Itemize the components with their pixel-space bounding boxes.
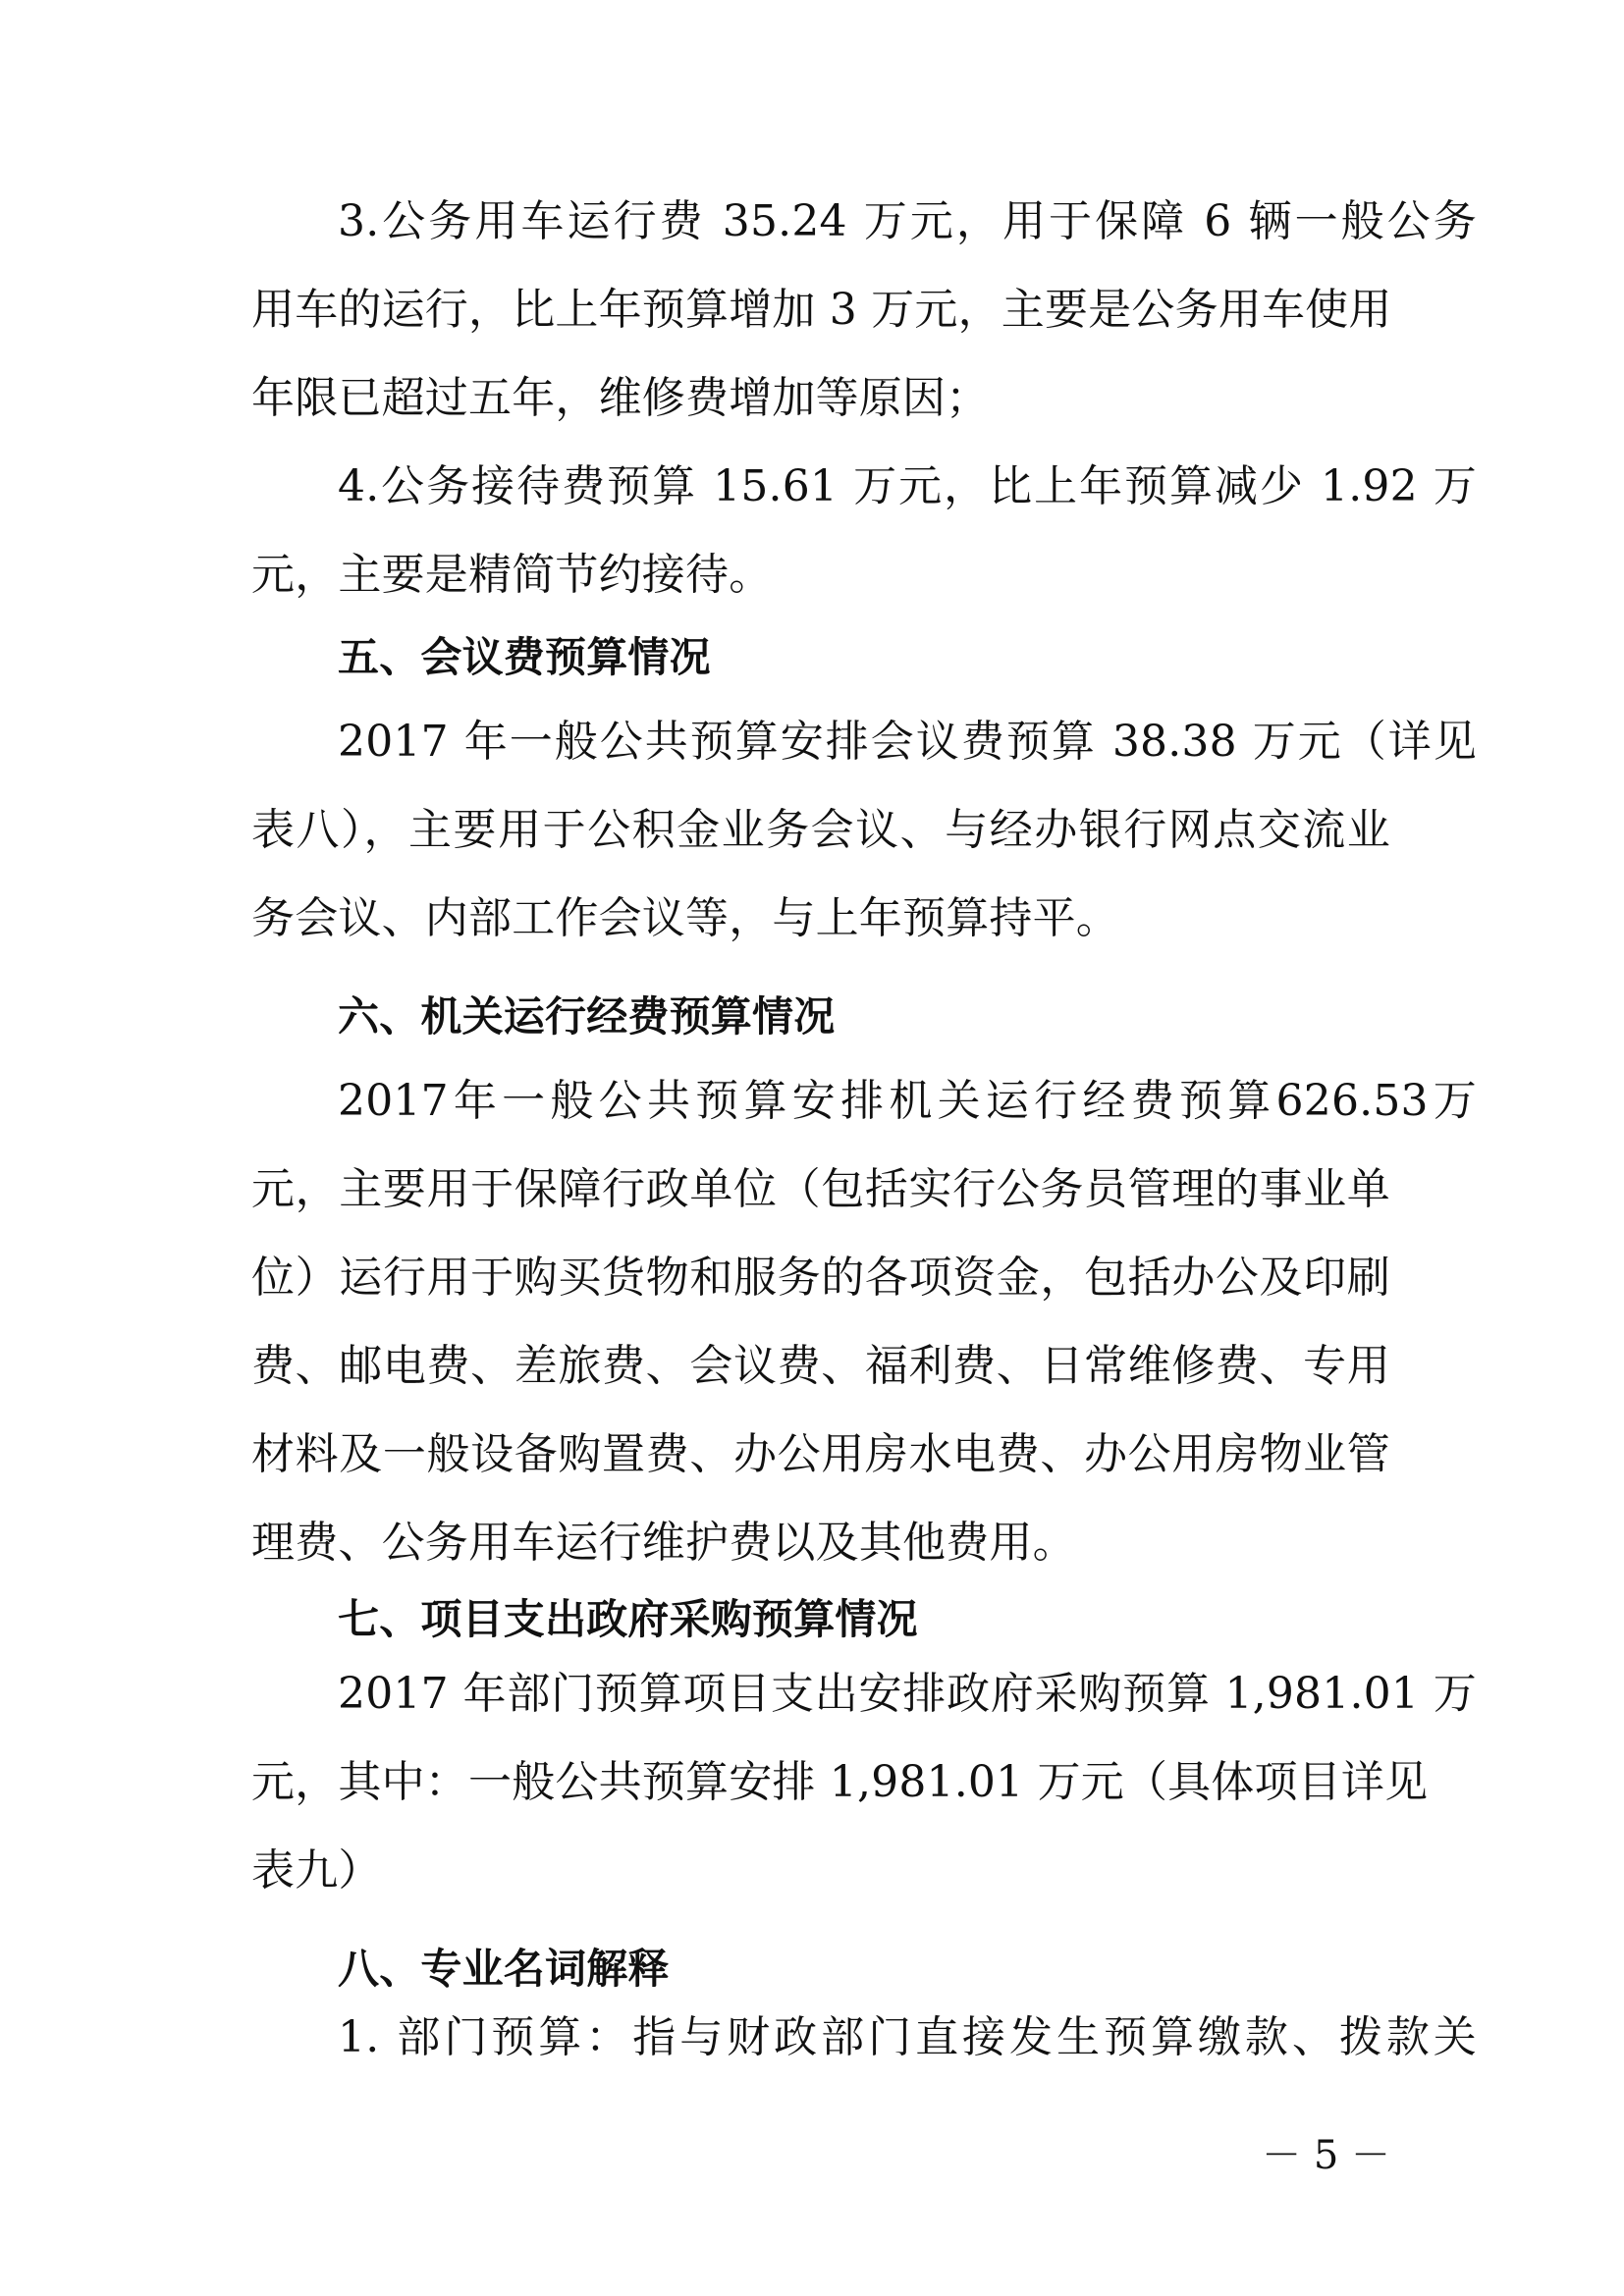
paragraph-line: 元，主要是精简节约接待。 [251,550,773,600]
paragraph-line: 表九） [251,1845,382,1896]
section-heading: 七、项目支出政府采购预算情况 [338,1595,918,1643]
paragraph-line: 用车的运行，比上年预算增加 3 万元，主要是公务用车使用 [251,285,1392,335]
paragraph-line: 费、邮电费、差旅费、会议费、福利费、日常维修费、专用 [251,1341,1390,1391]
paragraph-line: 2017 年部门预算项目支出安排政府采购预算 1,981.01 万 [338,1669,1477,1719]
paragraph-line: 元，主要用于保障行政单位（包括实行公务员管理的事业单 [251,1164,1390,1214]
section-heading: 八、专业名词解释 [338,1945,670,1993]
paragraph-line: 3.公务用车运行费 35.24 万元，用于保障 6 辆一般公务 [338,196,1477,246]
section-heading: 六、机关运行经费预算情况 [338,992,836,1041]
paragraph-line: 位）运行用于购买货物和服务的各项资金，包括办公及印刷 [251,1253,1390,1303]
paragraph-line: 年限已超过五年，维修费增加等原因； [251,373,990,423]
page-number: － 5 － [1262,2133,1390,2178]
paragraph-line: 表八），主要用于公积金业务会议、与经办银行网点交流业 [251,805,1390,855]
paragraph-line: 2017年一般公共预算安排机关运行经费预算626.53万 [338,1076,1477,1126]
section-heading: 五、会议费预算情况 [338,633,711,681]
paragraph-line: 材料及一般设备购置费、办公用房水电费、办公用房物业管 [251,1429,1390,1479]
paragraph-line: 元，其中：一般公共预算安排 1,981.01 万元（具体项目详见 [251,1757,1429,1807]
paragraph-line: 务会议、内部工作会议等，与上年预算持平。 [251,893,1119,943]
paragraph-line: 2017 年一般公共预算安排会议费预算 38.38 万元（详见 [338,717,1477,767]
paragraph-line: 4.公务接待费预算 15.61 万元，比上年预算减少 1.92 万 [338,461,1477,511]
paragraph-line: 理费、公务用车运行维护费以及其他费用。 [251,1518,1076,1568]
paragraph-line: 1. 部门预算：指与财政部门直接发生预算缴款、拨款关 [338,2012,1477,2062]
